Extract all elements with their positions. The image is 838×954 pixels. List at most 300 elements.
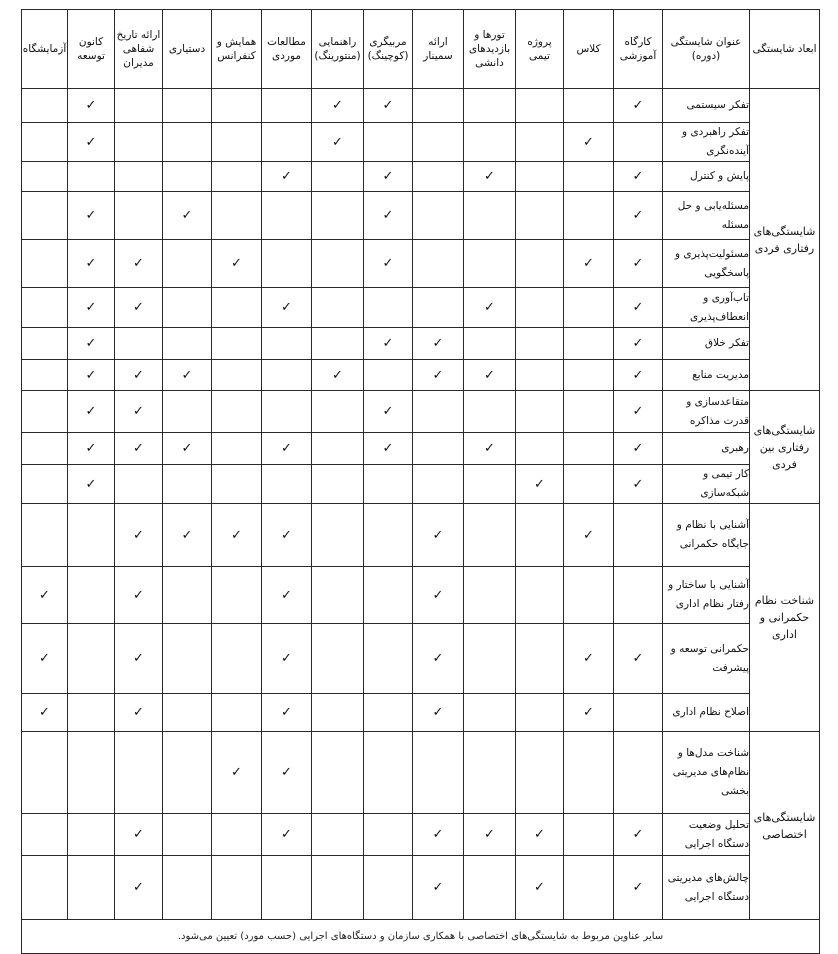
cell-class bbox=[564, 856, 614, 920]
cell-workshop bbox=[614, 360, 663, 391]
cell-coaching bbox=[364, 504, 413, 567]
cell-seminar bbox=[413, 732, 464, 814]
cell-mentoring bbox=[312, 328, 364, 360]
header-method-team-project: پروژه تیمی bbox=[516, 10, 564, 89]
check-mark-icon: ✓ bbox=[133, 705, 144, 720]
cell-case-studies bbox=[262, 856, 312, 920]
table-row bbox=[22, 328, 820, 360]
cell-seminar bbox=[413, 240, 464, 288]
cell-class bbox=[564, 192, 614, 240]
header-method-laboratory: آزمایشگاه bbox=[22, 10, 68, 89]
cell-workshop bbox=[614, 240, 663, 288]
table-row bbox=[22, 240, 820, 288]
competency-title: مسئولیت‌پذیری و پاسخگویی bbox=[663, 240, 750, 288]
cell-case-studies bbox=[262, 504, 312, 567]
cell-knowledge-tours bbox=[464, 192, 516, 240]
cell-conference bbox=[212, 240, 262, 288]
cell-oral-history bbox=[115, 391, 163, 433]
cell-development-center bbox=[68, 732, 115, 814]
competency-title: اصلاح نظام اداری bbox=[663, 694, 750, 732]
check-mark-icon: ✓ bbox=[632, 336, 644, 351]
cell-assistantship bbox=[163, 856, 212, 920]
cell-workshop bbox=[614, 694, 663, 732]
check-mark-icon: ✓ bbox=[332, 98, 343, 113]
cell-seminar bbox=[413, 694, 464, 732]
cell-coaching bbox=[364, 694, 413, 732]
cell-seminar bbox=[413, 360, 464, 391]
cell-class bbox=[564, 89, 614, 123]
check-mark-icon: ✓ bbox=[133, 441, 144, 456]
cell-seminar bbox=[413, 465, 464, 504]
cell-case-studies bbox=[262, 433, 312, 465]
cell-conference bbox=[212, 465, 262, 504]
cell-class bbox=[564, 360, 614, 391]
cell-mentoring bbox=[312, 391, 364, 433]
cell-conference bbox=[212, 162, 262, 192]
check-mark-icon: ✓ bbox=[534, 476, 545, 492]
cell-seminar bbox=[413, 391, 464, 433]
cell-team-project bbox=[516, 694, 564, 732]
competency-title: شناخت مدل‌ها و نظام‌های مدیریتی بخشی bbox=[663, 732, 750, 814]
cell-development-center bbox=[68, 814, 115, 856]
cell-development-center bbox=[68, 391, 115, 433]
cell-coaching bbox=[364, 732, 413, 814]
table-row bbox=[22, 624, 820, 694]
cell-knowledge-tours bbox=[464, 504, 516, 567]
cell-team-project bbox=[516, 624, 564, 694]
cell-oral-history bbox=[115, 240, 163, 288]
cell-assistantship bbox=[163, 391, 212, 433]
cell-case-studies bbox=[262, 123, 312, 162]
check-mark-icon: ✓ bbox=[281, 765, 292, 780]
cell-seminar bbox=[413, 328, 464, 360]
competency-title: مدیریت منابع bbox=[663, 360, 750, 391]
cell-oral-history bbox=[115, 123, 163, 162]
cell-team-project bbox=[516, 504, 564, 567]
table-row bbox=[22, 814, 820, 856]
check-mark-icon: ✓ bbox=[632, 208, 644, 223]
cell-oral-history bbox=[115, 288, 163, 328]
check-mark-icon: ✓ bbox=[632, 404, 644, 419]
cell-class bbox=[564, 433, 614, 465]
check-mark-icon: ✓ bbox=[632, 169, 644, 184]
check-mark-icon: ✓ bbox=[39, 587, 50, 603]
cell-class bbox=[564, 567, 614, 624]
table-row bbox=[22, 856, 820, 920]
cell-development-center bbox=[68, 328, 115, 360]
cell-development-center bbox=[68, 694, 115, 732]
cell-team-project bbox=[516, 123, 564, 162]
check-mark-icon: ✓ bbox=[432, 705, 444, 720]
competency-title: مسئله‌یابی و حل مسئله bbox=[663, 192, 750, 240]
cell-case-studies bbox=[262, 192, 312, 240]
cell-team-project bbox=[516, 391, 564, 433]
cell-development-center bbox=[68, 240, 115, 288]
cell-assistantship bbox=[163, 192, 212, 240]
cell-seminar bbox=[413, 856, 464, 920]
cell-laboratory bbox=[22, 328, 68, 360]
cell-seminar bbox=[413, 624, 464, 694]
check-mark-icon: ✓ bbox=[583, 527, 594, 543]
cell-assistantship bbox=[163, 624, 212, 694]
check-mark-icon: ✓ bbox=[39, 705, 50, 720]
check-mark-icon: ✓ bbox=[231, 256, 242, 271]
cell-development-center bbox=[68, 360, 115, 391]
check-mark-icon: ✓ bbox=[432, 587, 444, 603]
cell-team-project bbox=[516, 814, 564, 856]
dimension-label: شایستگی‌های رفتاری فردی bbox=[750, 89, 820, 391]
competency-title: تفکر سیستمی bbox=[663, 89, 750, 123]
cell-assistantship bbox=[163, 240, 212, 288]
cell-laboratory bbox=[22, 192, 68, 240]
cell-case-studies bbox=[262, 391, 312, 433]
check-mark-icon: ✓ bbox=[85, 300, 97, 315]
cell-mentoring bbox=[312, 465, 364, 504]
cell-conference bbox=[212, 391, 262, 433]
cell-oral-history bbox=[115, 694, 163, 732]
table-row bbox=[22, 465, 820, 504]
header-method-conference: همایش و کنفرانس bbox=[212, 10, 262, 89]
check-mark-icon: ✓ bbox=[432, 827, 444, 842]
check-mark-icon: ✓ bbox=[181, 367, 193, 383]
header-method-coaching: مربیگری (کوچینگ) bbox=[364, 10, 413, 89]
cell-mentoring bbox=[312, 89, 364, 123]
cell-development-center bbox=[68, 89, 115, 123]
cell-case-studies bbox=[262, 814, 312, 856]
header-method-case-studies: مطالعات موردی bbox=[262, 10, 312, 89]
cell-conference bbox=[212, 856, 262, 920]
cell-workshop bbox=[614, 624, 663, 694]
cell-mentoring bbox=[312, 360, 364, 391]
cell-development-center bbox=[68, 504, 115, 567]
table-row bbox=[22, 123, 820, 162]
cell-coaching bbox=[364, 192, 413, 240]
header-method-assistantship: دستیاری bbox=[163, 10, 212, 89]
cell-coaching bbox=[364, 465, 413, 504]
check-mark-icon: ✓ bbox=[583, 651, 594, 666]
dimension-label: شناخت نظام حکمرانی و اداری bbox=[750, 504, 820, 732]
cell-team-project bbox=[516, 360, 564, 391]
cell-team-project bbox=[516, 162, 564, 192]
cell-assistantship bbox=[163, 732, 212, 814]
cell-assistantship bbox=[163, 504, 212, 567]
cell-oral-history bbox=[115, 433, 163, 465]
check-mark-icon: ✓ bbox=[281, 651, 292, 666]
check-mark-icon: ✓ bbox=[85, 367, 97, 383]
table-row bbox=[22, 567, 820, 624]
footer-row bbox=[22, 920, 820, 954]
check-mark-icon: ✓ bbox=[382, 336, 394, 351]
check-mark-icon: ✓ bbox=[39, 651, 50, 666]
check-mark-icon: ✓ bbox=[281, 300, 292, 315]
table-row bbox=[22, 504, 820, 567]
cell-seminar bbox=[413, 123, 464, 162]
cell-class bbox=[564, 732, 614, 814]
check-mark-icon: ✓ bbox=[281, 441, 292, 456]
competency-title: آشنایی با ساختار و رفتار نظام اداری bbox=[663, 567, 750, 624]
cell-workshop bbox=[614, 814, 663, 856]
cell-assistantship bbox=[163, 123, 212, 162]
cell-oral-history bbox=[115, 814, 163, 856]
check-mark-icon: ✓ bbox=[432, 880, 444, 895]
check-mark-icon: ✓ bbox=[133, 880, 144, 895]
cell-knowledge-tours bbox=[464, 288, 516, 328]
cell-assistantship bbox=[163, 567, 212, 624]
cell-coaching bbox=[364, 624, 413, 694]
cell-development-center bbox=[68, 624, 115, 694]
check-mark-icon: ✓ bbox=[583, 256, 594, 271]
check-mark-icon: ✓ bbox=[281, 527, 292, 543]
cell-workshop bbox=[614, 465, 663, 504]
check-mark-icon: ✓ bbox=[382, 256, 394, 271]
cell-seminar bbox=[413, 433, 464, 465]
cell-workshop bbox=[614, 162, 663, 192]
check-mark-icon: ✓ bbox=[332, 367, 343, 383]
cell-assistantship bbox=[163, 465, 212, 504]
cell-knowledge-tours bbox=[464, 360, 516, 391]
check-mark-icon: ✓ bbox=[632, 827, 644, 842]
cell-oral-history bbox=[115, 360, 163, 391]
check-mark-icon: ✓ bbox=[484, 169, 495, 184]
check-mark-icon: ✓ bbox=[382, 404, 394, 419]
competency-title: تحلیل وضعیت دستگاه اجرایی bbox=[663, 814, 750, 856]
cell-conference bbox=[212, 192, 262, 240]
cell-workshop bbox=[614, 391, 663, 433]
cell-laboratory bbox=[22, 123, 68, 162]
check-mark-icon: ✓ bbox=[133, 827, 144, 842]
check-mark-icon: ✓ bbox=[281, 169, 292, 184]
table-row bbox=[22, 391, 820, 433]
check-mark-icon: ✓ bbox=[632, 880, 644, 895]
check-mark-icon: ✓ bbox=[382, 169, 394, 184]
cell-knowledge-tours bbox=[464, 567, 516, 624]
cell-coaching bbox=[364, 89, 413, 123]
cell-conference bbox=[212, 123, 262, 162]
check-mark-icon: ✓ bbox=[133, 256, 144, 271]
cell-workshop bbox=[614, 288, 663, 328]
check-mark-icon: ✓ bbox=[484, 441, 495, 456]
cell-oral-history bbox=[115, 732, 163, 814]
check-mark-icon: ✓ bbox=[85, 476, 97, 492]
cell-mentoring bbox=[312, 162, 364, 192]
check-mark-icon: ✓ bbox=[632, 300, 644, 315]
table-row bbox=[22, 288, 820, 328]
check-mark-icon: ✓ bbox=[85, 134, 97, 150]
cell-coaching bbox=[364, 123, 413, 162]
table-row bbox=[22, 162, 820, 192]
cell-knowledge-tours bbox=[464, 433, 516, 465]
matrix-body bbox=[22, 89, 820, 954]
cell-oral-history bbox=[115, 856, 163, 920]
cell-case-studies bbox=[262, 240, 312, 288]
cell-laboratory bbox=[22, 465, 68, 504]
cell-coaching bbox=[364, 814, 413, 856]
check-mark-icon: ✓ bbox=[85, 441, 97, 456]
cell-coaching bbox=[364, 328, 413, 360]
check-mark-icon: ✓ bbox=[332, 134, 343, 150]
check-mark-icon: ✓ bbox=[181, 527, 193, 543]
cell-mentoring bbox=[312, 694, 364, 732]
cell-assistantship bbox=[163, 162, 212, 192]
cell-team-project bbox=[516, 465, 564, 504]
cell-class bbox=[564, 624, 614, 694]
competency-matrix-table bbox=[21, 9, 820, 954]
cell-mentoring bbox=[312, 123, 364, 162]
cell-case-studies bbox=[262, 732, 312, 814]
check-mark-icon: ✓ bbox=[484, 367, 495, 383]
cell-oral-history bbox=[115, 89, 163, 123]
check-mark-icon: ✓ bbox=[432, 336, 444, 351]
competency-title: آشنایی با نظام و جایگاه حکمرانی bbox=[663, 504, 750, 567]
cell-laboratory bbox=[22, 288, 68, 328]
cell-mentoring bbox=[312, 240, 364, 288]
cell-team-project bbox=[516, 89, 564, 123]
cell-mentoring bbox=[312, 288, 364, 328]
cell-oral-history bbox=[115, 192, 163, 240]
cell-conference bbox=[212, 694, 262, 732]
cell-coaching bbox=[364, 433, 413, 465]
cell-class bbox=[564, 240, 614, 288]
cell-conference bbox=[212, 624, 262, 694]
cell-knowledge-tours bbox=[464, 240, 516, 288]
cell-mentoring bbox=[312, 732, 364, 814]
cell-mentoring bbox=[312, 567, 364, 624]
check-mark-icon: ✓ bbox=[632, 441, 644, 456]
header-method-knowledge-tours: تورها و بازدیدهای دانشی bbox=[464, 10, 516, 89]
check-mark-icon: ✓ bbox=[534, 880, 545, 895]
cell-coaching bbox=[364, 856, 413, 920]
cell-coaching bbox=[364, 391, 413, 433]
cell-oral-history bbox=[115, 162, 163, 192]
check-mark-icon: ✓ bbox=[632, 367, 644, 383]
cell-laboratory bbox=[22, 504, 68, 567]
cell-class bbox=[564, 814, 614, 856]
cell-mentoring bbox=[312, 814, 364, 856]
cell-class bbox=[564, 123, 614, 162]
cell-case-studies bbox=[262, 465, 312, 504]
cell-workshop bbox=[614, 192, 663, 240]
cell-seminar bbox=[413, 814, 464, 856]
cell-conference bbox=[212, 814, 262, 856]
check-mark-icon: ✓ bbox=[432, 651, 444, 666]
cell-class bbox=[564, 694, 614, 732]
check-mark-icon: ✓ bbox=[85, 256, 97, 271]
cell-team-project bbox=[516, 240, 564, 288]
cell-team-project bbox=[516, 732, 564, 814]
cell-case-studies bbox=[262, 624, 312, 694]
check-mark-icon: ✓ bbox=[632, 476, 644, 492]
check-mark-icon: ✓ bbox=[85, 208, 97, 223]
footer-note: سایر عناوین مربوط به شایستگی‌های اختصاصی با همکاری سازمان و دستگاه‌های اجرایی (حسب مورد) تعیین می‌شود. bbox=[22, 920, 820, 954]
cell-class bbox=[564, 465, 614, 504]
cell-laboratory bbox=[22, 567, 68, 624]
cell-oral-history bbox=[115, 504, 163, 567]
cell-assistantship bbox=[163, 328, 212, 360]
check-mark-icon: ✓ bbox=[281, 587, 292, 603]
cell-conference bbox=[212, 288, 262, 328]
cell-development-center bbox=[68, 433, 115, 465]
competency-title: چالش‌های مدیریتی دستگاه اجرایی bbox=[663, 856, 750, 920]
cell-laboratory bbox=[22, 694, 68, 732]
check-mark-icon: ✓ bbox=[231, 527, 242, 543]
cell-coaching bbox=[364, 240, 413, 288]
cell-class bbox=[564, 328, 614, 360]
cell-case-studies bbox=[262, 360, 312, 391]
cell-seminar bbox=[413, 504, 464, 567]
cell-assistantship bbox=[163, 89, 212, 123]
check-mark-icon: ✓ bbox=[632, 651, 644, 666]
cell-knowledge-tours bbox=[464, 694, 516, 732]
cell-mentoring bbox=[312, 624, 364, 694]
cell-workshop bbox=[614, 504, 663, 567]
check-mark-icon: ✓ bbox=[231, 765, 242, 780]
cell-laboratory bbox=[22, 856, 68, 920]
cell-knowledge-tours bbox=[464, 89, 516, 123]
header-method-seminar: ارائه سمینار bbox=[413, 10, 464, 89]
cell-oral-history bbox=[115, 567, 163, 624]
cell-development-center bbox=[68, 856, 115, 920]
cell-workshop bbox=[614, 89, 663, 123]
cell-laboratory bbox=[22, 391, 68, 433]
check-mark-icon: ✓ bbox=[181, 441, 193, 456]
cell-development-center bbox=[68, 465, 115, 504]
cell-laboratory bbox=[22, 89, 68, 123]
check-mark-icon: ✓ bbox=[281, 827, 292, 842]
cell-knowledge-tours bbox=[464, 328, 516, 360]
check-mark-icon: ✓ bbox=[133, 300, 144, 315]
cell-workshop bbox=[614, 433, 663, 465]
dimension-label: شایستگی‌های اختصاصی bbox=[750, 732, 820, 920]
check-mark-icon: ✓ bbox=[382, 208, 394, 223]
competency-title: تاب‌آوری و انعطاف‌پذیری bbox=[663, 288, 750, 328]
header-dimension: ابعاد شایستگی bbox=[750, 10, 820, 89]
check-mark-icon: ✓ bbox=[133, 404, 144, 419]
check-mark-icon: ✓ bbox=[432, 367, 444, 383]
check-mark-icon: ✓ bbox=[181, 208, 193, 223]
check-mark-icon: ✓ bbox=[85, 336, 97, 351]
cell-oral-history bbox=[115, 328, 163, 360]
cell-laboratory bbox=[22, 433, 68, 465]
cell-oral-history bbox=[115, 624, 163, 694]
check-mark-icon: ✓ bbox=[432, 527, 444, 543]
cell-development-center bbox=[68, 162, 115, 192]
cell-assistantship bbox=[163, 288, 212, 328]
cell-laboratory bbox=[22, 162, 68, 192]
dimension-label: شایستگی‌های رفتاری بین فردی bbox=[750, 391, 820, 504]
check-mark-icon: ✓ bbox=[133, 587, 144, 603]
cell-team-project bbox=[516, 433, 564, 465]
check-mark-icon: ✓ bbox=[85, 98, 97, 113]
header-method-development-center: کانون توسعه bbox=[68, 10, 115, 89]
cell-seminar bbox=[413, 192, 464, 240]
cell-laboratory bbox=[22, 624, 68, 694]
table-row bbox=[22, 694, 820, 732]
competency-title: تفکر خلاق bbox=[663, 328, 750, 360]
cell-case-studies bbox=[262, 162, 312, 192]
check-mark-icon: ✓ bbox=[484, 300, 495, 315]
header-row bbox=[22, 10, 820, 89]
cell-conference bbox=[212, 328, 262, 360]
cell-case-studies bbox=[262, 89, 312, 123]
check-mark-icon: ✓ bbox=[382, 98, 394, 113]
table-row bbox=[22, 192, 820, 240]
cell-mentoring bbox=[312, 856, 364, 920]
cell-case-studies bbox=[262, 694, 312, 732]
check-mark-icon: ✓ bbox=[632, 98, 644, 113]
check-mark-icon: ✓ bbox=[281, 705, 292, 720]
table-row bbox=[22, 732, 820, 814]
cell-mentoring bbox=[312, 504, 364, 567]
